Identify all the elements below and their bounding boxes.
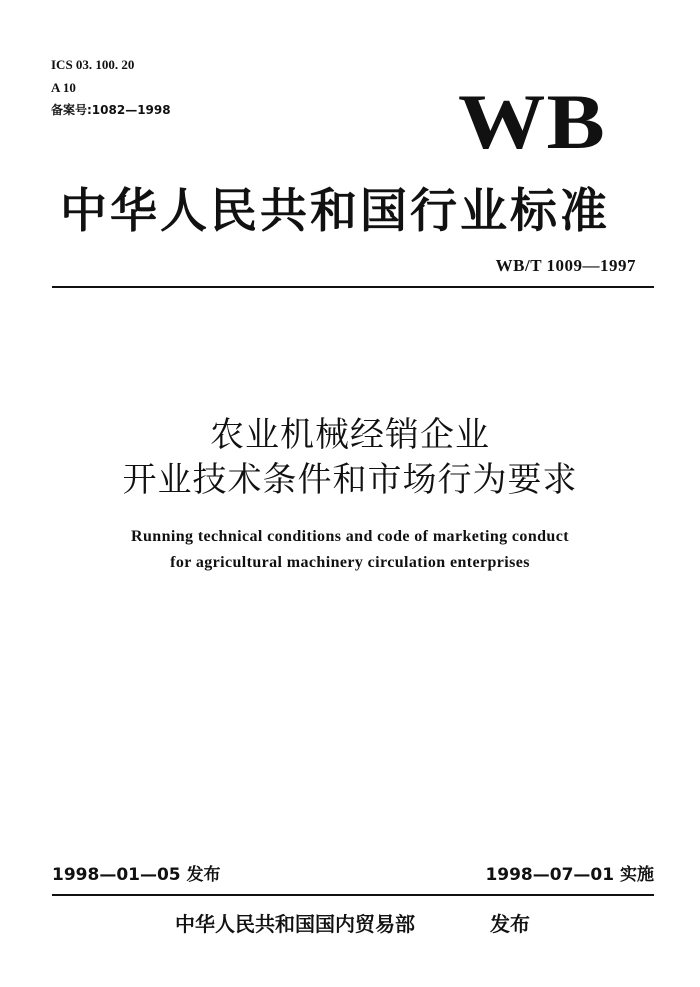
- classification-code: A 10: [51, 80, 76, 95]
- issue-date: 1998—01—05 发布: [52, 865, 221, 885]
- document-title-en-line1: Running technical conditions and code of marketing conduct: [131, 528, 569, 545]
- standard-code: WB/T 1009—1997: [495, 256, 636, 275]
- bottom-divider: [52, 894, 654, 896]
- document-title-zh-line2: 开业技术条件和市场行为要求: [122, 460, 578, 500]
- wb-logo: WB: [458, 78, 606, 165]
- issuing-authority: 中华人民共和国国内贸易部: [175, 912, 415, 936]
- document-title-en-line2: for agricultural machinery circulation enterprises: [170, 554, 530, 571]
- document-title-zh-line1: 农业机械经销企业: [210, 415, 490, 455]
- top-divider: [52, 286, 654, 288]
- ics-number: ICS 03. 100. 20: [51, 57, 135, 72]
- standard-title: 中华人民共和国行业标准: [60, 184, 610, 239]
- implementation-date: 1998—07—01 实施: [485, 865, 654, 885]
- issue-label: 发布: [490, 912, 530, 936]
- record-number: 备案号:1082—1998: [51, 103, 171, 117]
